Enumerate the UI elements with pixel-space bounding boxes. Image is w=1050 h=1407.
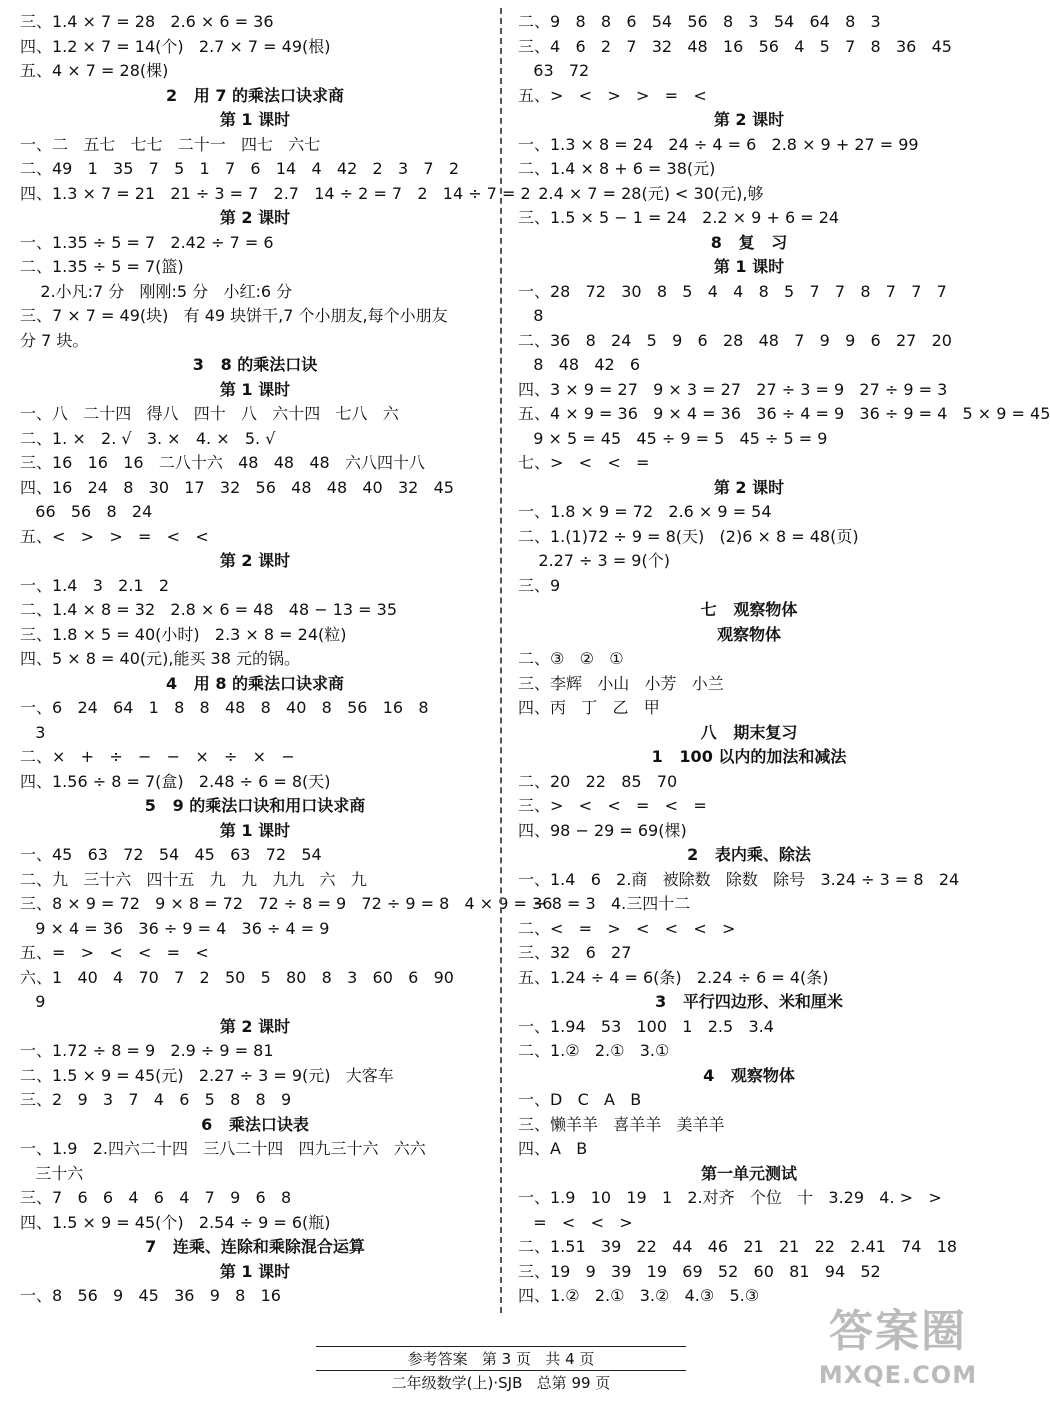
answer-line: 一、1.8 × 9 = 72 2.6 × 9 = 54 xyxy=(518,502,772,521)
answer-line: 四、丙 丁 乙 甲 xyxy=(518,698,660,717)
footer-book-info: 二年级数学(上)·SJB 总第 99 页 xyxy=(391,1374,611,1392)
section-heading: 2 表内乘、除法 xyxy=(687,845,811,864)
answer-line: 二、1.② 2.① 3.① xyxy=(518,1041,670,1060)
answer-line: 一、D C A B xyxy=(518,1090,642,1109)
answer-line: 一、1.35 ÷ 5 = 7 2.42 ÷ 7 = 6 xyxy=(20,232,274,252)
answer-line: 3 xyxy=(20,722,46,742)
answer-line: 二、1.35 ÷ 5 = 7(篮) xyxy=(20,257,184,276)
answer-line: 二、1.(1)72 ÷ 9 = 8(天) (2)6 × 8 = 48(页) xyxy=(518,526,859,546)
section-heading: 1 100 以内的加法和减法 xyxy=(651,747,847,766)
answer-line: 9 × 4 = 36 36 ÷ 9 = 4 36 ÷ 4 = 9 xyxy=(20,918,330,938)
answer-line: 四、5 × 8 = 40(元),能买 38 元的锅。 xyxy=(20,649,300,668)
answer-line: 分 7 块。 xyxy=(20,330,89,350)
answer-line: 一、1.94 53 100 1 2.5 3.4 xyxy=(518,1016,774,1036)
answer-line: 四、1.② 2.① 3.② 4.③ 5.③ xyxy=(518,1286,760,1305)
section-heading: 第 1 课时 xyxy=(219,1261,291,1281)
section-heading: 第 2 课时 xyxy=(219,551,291,570)
answer-line: 二、20 22 85 70 xyxy=(518,771,678,791)
answer-line: 9 × 5 = 45 45 ÷ 9 = 5 45 ÷ 5 = 9 xyxy=(518,428,828,448)
answer-line: 一、八 二十四 得八 四十 八 六十四 七八 六 xyxy=(20,404,399,423)
answer-line: 五、< > > = < < xyxy=(20,526,209,546)
section-heading: 第 2 课时 xyxy=(219,1016,291,1036)
watermark-site-text: MXQE.COM xyxy=(818,1361,978,1389)
column-divider xyxy=(500,8,502,1313)
answer-line: 五、1.24 ÷ 4 = 6(条) 2.24 ÷ 6 = 4(条) xyxy=(518,967,829,987)
answer-line: 8 48 42 6 xyxy=(518,355,641,374)
answer-line: 二、1. × 2. √ 3. × 4. × 5. √ xyxy=(20,428,276,448)
section-heading: 观察物体 xyxy=(716,624,781,644)
section-heading: 5 9 的乘法口诀和用口诀求商 xyxy=(144,796,366,815)
answer-line: 三、1.4 × 7 = 28 2.6 × 6 = 36 xyxy=(20,12,274,31)
answer-line: 五、> < > > = < xyxy=(518,85,707,105)
section-heading: 2 用 7 的乘法口诀求商 xyxy=(165,85,345,105)
answer-line: 二、1.5 × 9 = 45(元) 2.27 ÷ 3 = 9(元) 大客车 xyxy=(20,1065,394,1085)
answer-line: 一、1.3 × 8 = 24 24 ÷ 4 = 6 2.8 × 9 + 27 = 99 xyxy=(518,134,919,154)
answer-line: 四、3 × 9 = 27 9 × 3 = 27 27 ÷ 3 = 9 27 ÷ 9 = 3 xyxy=(518,379,948,399)
answer-line: 三、李辉 小山 小芳 小兰 xyxy=(518,673,724,693)
section-heading: 八 期末复习 xyxy=(700,722,798,742)
section-heading: 第 2 课时 xyxy=(713,477,785,497)
answer-line: 三、19 9 39 19 69 52 60 81 94 52 xyxy=(518,1261,881,1281)
answer-line: 63 72 xyxy=(518,61,590,80)
answer-line: 一、二 五七 七七 二十一 四七 六七 xyxy=(20,134,321,154)
answer-line: 二、49 1 35 7 5 1 7 6 14 4 42 2 3 7 2 xyxy=(20,159,460,178)
section-heading: 第一单元测试 xyxy=(700,1163,797,1183)
answer-line: 二、1.51 39 22 44 46 21 21 22 2.41 74 18 xyxy=(518,1237,958,1256)
answer-line: 三、8 × 9 = 72 9 × 8 = 72 72 ÷ 8 = 9 72 ÷ 9 = 8 4 × 9 = 36 xyxy=(20,894,553,913)
answer-line: 三、4 6 2 7 32 48 16 56 4 5 7 8 36 45 xyxy=(518,36,952,56)
section-heading: 第 2 课时 xyxy=(713,110,785,129)
answer-line: 四、1.56 ÷ 8 = 7(盒) 2.48 ÷ 6 = 8(天) xyxy=(20,771,331,791)
answer-line: 三、2 9 3 7 4 6 5 8 8 9 xyxy=(20,1090,292,1109)
section-heading: 8 复 习 xyxy=(710,232,788,252)
answer-line: 四、98 − 29 = 69(棵) xyxy=(518,820,687,840)
answer-line: 四、1.2 × 7 = 14(个) 2.7 × 7 = 49(根) xyxy=(20,36,331,56)
answer-line: 一、1.4 3 2.1 2 xyxy=(20,575,170,595)
footer-rule-middle xyxy=(316,1370,686,1371)
answer-line: 二、9 8 8 6 54 56 8 3 54 64 8 3 xyxy=(518,12,881,31)
answer-line: 二、九 三十六 四十五 九 九 九九 六 九 xyxy=(20,869,367,889)
answer-line: 一、1.9 2.四六二十四 三八二十四 四九三十六 六六 xyxy=(20,1139,426,1158)
answer-line: 四、1.5 × 9 = 45(个) 2.54 ÷ 9 = 6(瓶) xyxy=(20,1212,331,1232)
section-heading: 第 2 课时 xyxy=(219,208,291,227)
answer-line: 66 56 8 24 xyxy=(20,502,153,521)
footer-rule-top xyxy=(316,1346,686,1347)
answer-line: 一、1.9 10 19 1 2.对齐 个位 十 3.29 4. > > xyxy=(518,1188,942,1207)
section-heading: 第 1 课时 xyxy=(219,110,291,129)
answer-line: 四、16 24 8 30 17 32 56 48 48 40 32 45 xyxy=(20,477,454,497)
answer-line: 四、A B xyxy=(518,1139,588,1158)
answer-line: 9 xyxy=(20,992,46,1011)
section-heading: 4 用 8 的乘法口诀求商 xyxy=(165,673,345,693)
answer-line: 七、> < < = xyxy=(518,453,650,472)
answer-line: = < < > xyxy=(518,1212,633,1232)
right-answer-column xyxy=(518,10,1050,1309)
answer-line: 2.4 × 7 = 28(元) < 30(元),够 xyxy=(518,183,764,203)
answer-line: 三十六 xyxy=(20,1163,84,1183)
watermark-logo-text: 答案圈 xyxy=(829,1306,967,1357)
answer-line: 三、7 6 6 4 6 4 7 9 6 8 xyxy=(20,1188,292,1207)
answer-line: 2.27 ÷ 3 = 9(个) xyxy=(518,551,670,570)
answer-line: 一、6 24 64 1 8 8 48 8 40 8 56 16 8 xyxy=(20,698,429,717)
section-heading: 4 观察物体 xyxy=(703,1065,795,1085)
footer-page-info: 参考答案 第 3 页 共 4 页 xyxy=(407,1350,595,1368)
answer-line: 一、1.4 6 2.商 被除数 除数 除号 3.24 ÷ 3 = 8 24 xyxy=(518,869,960,889)
answer-line: 一、1.72 ÷ 8 = 9 2.9 ÷ 9 = 81 xyxy=(20,1041,274,1060)
answer-line: 三、1.5 × 5 − 1 = 24 2.2 × 9 + 6 = 24 xyxy=(518,208,840,227)
answer-line: 五、4 × 7 = 28(棵) xyxy=(20,61,169,80)
answer-line: 四、1.3 × 7 = 21 21 ÷ 3 = 7 2.7 14 ÷ 2 = 7 2 14 ÷ 7 = 2 xyxy=(20,183,531,203)
answer-line: 二、1.4 × 8 = 32 2.8 × 6 = 48 48 − 13 = 35 xyxy=(20,600,398,619)
answer-line: 三、1.8 × 5 = 40(小时) 2.3 × 8 = 24(粒) xyxy=(20,624,347,644)
section-heading: 七 观察物体 xyxy=(700,600,798,619)
answer-line: 一、28 72 30 8 5 4 4 8 5 7 7 8 7 7 7 xyxy=(518,281,947,301)
answer-line: 二、< = > < < < > xyxy=(518,918,736,938)
answer-line: 8 xyxy=(518,306,544,325)
answer-line: 2.小凡:7 分 刚刚:5 分 小红:6 分 xyxy=(20,281,293,301)
answer-line: 五、4 × 9 = 36 9 × 4 = 36 36 ÷ 4 = 9 36 ÷ 9 = 4 5 × 9 = 45 xyxy=(518,404,1050,423)
answer-line: 二、36 8 24 5 9 6 28 48 7 9 9 6 27 20 xyxy=(518,330,952,350)
answer-line: 六、1 40 4 70 7 2 50 5 80 8 3 60 6 90 xyxy=(20,967,454,987)
answer-line: 三、> < < = < = xyxy=(518,796,707,815)
answer-line: 一、8 56 9 45 36 9 8 16 xyxy=(20,1286,281,1305)
answer-line: 二、③ ② ① xyxy=(518,649,624,668)
answer-line: 二、× + ÷ − − × ÷ × − xyxy=(20,747,295,766)
answer-line: ÷ 8 = 3 4.三四十二 xyxy=(518,894,691,913)
section-heading: 3 8 的乘法口诀 xyxy=(192,355,318,374)
section-heading: 3 平行四边形、米和厘米 xyxy=(655,992,843,1011)
answer-line: 三、16 16 16 二八十六 48 48 48 六八四十八 xyxy=(20,453,425,472)
section-heading: 第 1 课时 xyxy=(713,257,785,276)
section-heading: 7 连乘、连除和乘除混合运算 xyxy=(145,1237,365,1256)
answer-line: 三、32 6 27 xyxy=(518,943,632,962)
watermark-logo xyxy=(808,1304,988,1399)
answer-line: 三、7 × 7 = 49(块) 有 49 块饼干,7 个小朋友,每个小朋友 xyxy=(20,306,448,325)
section-heading: 6 乘法口诀表 xyxy=(201,1114,309,1134)
section-heading: 第 1 课时 xyxy=(219,379,291,399)
answer-line: 三、9 xyxy=(518,575,561,595)
answer-line: 三、懒羊羊 喜羊羊 美羊羊 xyxy=(518,1114,725,1134)
answer-line: 五、= > < < = < xyxy=(20,943,209,962)
section-heading: 第 1 课时 xyxy=(219,820,291,840)
answer-line: 一、45 63 72 54 45 63 72 54 xyxy=(20,845,322,864)
answer-line: 二、1.4 × 8 + 6 = 38(元) xyxy=(518,159,716,178)
